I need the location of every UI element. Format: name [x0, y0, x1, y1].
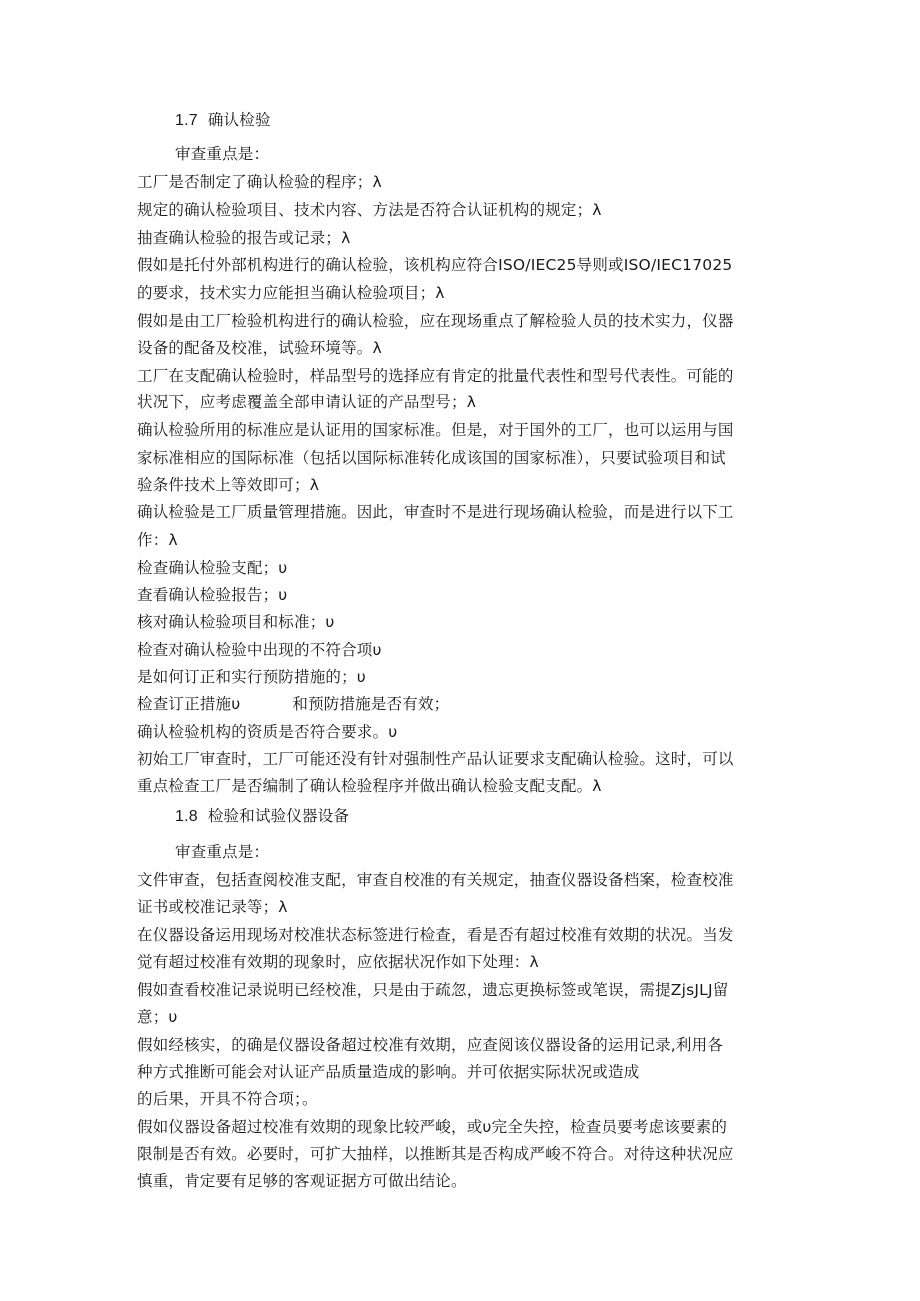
- paragraph-line: 确认检验是工厂质量管理措施。因此，审查时不是进行现场确认检验，而是进行以下工: [137, 503, 734, 521]
- paragraph-line: 假如是由工厂检验机构进行的确认检验，应在现场重点了解检验人员的技术实力，仪器: [137, 312, 734, 330]
- paragraph-line: 核对确认检验项目和标准；υ: [137, 613, 335, 631]
- paragraph-line: 确认检验机构的资质是否符合要求。υ: [137, 723, 398, 741]
- paragraph-line: 种方式推断可能会对认证产品质量造成的影响。并可依据实际状况或造成: [137, 1063, 640, 1081]
- paragraph-line: 检查确认检验支配；υ: [137, 559, 288, 577]
- section-title: 检验和试验仪器设备: [207, 807, 350, 825]
- section-number: 1.7: [175, 112, 198, 129]
- paragraph-line: 文件审查，包括查阅校准支配，审查自校准的有关规定，抽查仪器设备档案，检查校准: [137, 871, 734, 889]
- paragraph-line: 家标准相应的国际标准（包括以国际标准转化成该国的国家标准），只要试验项目和试: [137, 449, 726, 467]
- paragraph-line: 假如是托付外部机构进行的确认检验，该机构应符合ISO/IEC25导则或ISO/IEC17025: [137, 256, 733, 274]
- paragraph-line: 验条件技术上等效即可；λ: [137, 476, 320, 494]
- paragraph-line: 检查对确认检验中出现的不符合项υ: [137, 641, 382, 659]
- paragraph-line: 设备的配备及校准，试验环境等。λ: [137, 339, 382, 357]
- paragraph-line: [137, 694, 449, 714]
- line-text-tail: 和预防措施是否有效；: [292, 695, 450, 713]
- paragraph-line: 重点检查工厂是否编制了确认检验程序并做出确认检验支配支配。λ: [137, 777, 602, 795]
- paragraph-line: 意；υ: [137, 1008, 178, 1026]
- paragraph-line: 假如经核实，的确是仪器设备超过校准有效期，应查阅该仪器设备的运用记录,利用各: [137, 1036, 724, 1054]
- review-focus-label: 审查重点是：: [175, 145, 270, 163]
- paragraph-line: 抽查确认检验的报告或记录；λ: [137, 229, 351, 247]
- line-text: 检查订正措施υ: [137, 695, 241, 713]
- paragraph-line: 慎重，肯定要有足够的客观证据方可做出结论。: [137, 1172, 467, 1190]
- paragraph-line: 查看确认检验报告；υ: [137, 586, 288, 604]
- section-title: 确认检验: [207, 111, 271, 129]
- review-focus-label: 审查重点是：: [175, 843, 270, 861]
- paragraph-line: 在仪器设备运用现场对校准状态标签进行检查，看是否有超过校准有效期的状况。当发: [137, 926, 734, 944]
- paragraph-line: 工厂是否制定了确认检验的程序；λ: [137, 173, 382, 191]
- paragraph-line: 状况下，应考虑覆盖全部申请认证的产品型号；λ: [137, 393, 477, 411]
- paragraph-line: 初始工厂审查时，工厂可能还没有针对强制性产品认证要求支配确认检验。这时，可以: [137, 750, 734, 768]
- paragraph-line: 的后果，开具不符合项；。: [137, 1090, 318, 1108]
- paragraph-line: 假如仪器设备超过校准有效期的现象比较严峻，或υ完全失控，检查员要考虑该要素的: [137, 1118, 728, 1136]
- paragraph-line: 的要求，技术实力应能担当确认检验项目；λ: [137, 284, 445, 302]
- paragraph-line: 证书或校准记录等；λ: [137, 898, 288, 916]
- paragraph-line: 限制是否有效。必要时，可扩大抽样，以推断其是否构成严峻不符合。对待这种状况应: [137, 1145, 734, 1163]
- paragraph-line: 是如何订正和实行预防措施的；υ: [137, 668, 366, 686]
- paragraph-line: 作：λ: [137, 531, 178, 549]
- paragraph-line: 觉有超过校准有效期的现象时，应依据状况作如下处理：λ: [137, 953, 539, 971]
- paragraph-line: 假如查看校准记录说明已经校准，只是由于疏忽，遗忘更换标签或笔误，需提ZjsJLJ留: [137, 981, 729, 999]
- paragraph-line: 工厂在支配确认检验时，样品型号的选择应有肯定的批量代表性和型号代表性。可能的: [137, 367, 734, 385]
- section-heading-1-7: [175, 110, 271, 131]
- paragraph-line: 规定的确认检验项目、技术内容、方法是否符合认证机构的规定；λ: [137, 201, 602, 219]
- section-number: 1.8: [175, 808, 198, 825]
- section-heading-1-8: [175, 806, 349, 827]
- paragraph-line: 确认检验所用的标准应是认证用的国家标准。但是，对于国外的工厂，也可以运用与国: [137, 421, 734, 439]
